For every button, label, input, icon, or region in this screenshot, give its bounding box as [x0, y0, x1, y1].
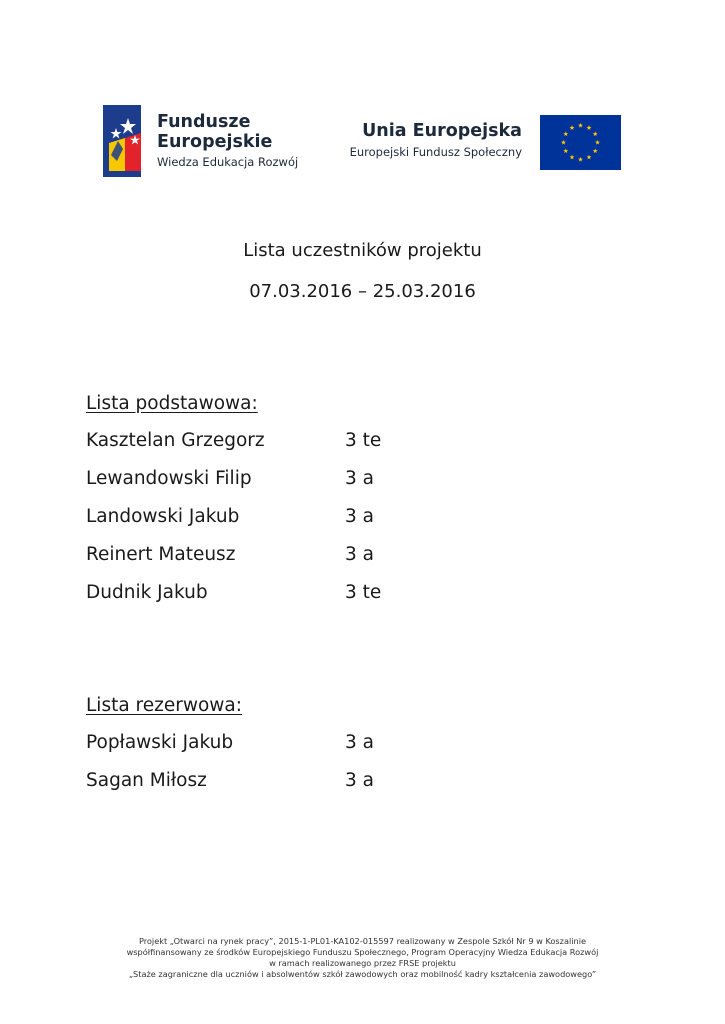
participant-class: 3 a — [345, 468, 374, 489]
participant-name: Sagan Miłosz — [86, 770, 207, 791]
reserve-list — [86, 693, 486, 795]
list-item — [86, 719, 486, 757]
participant-class: 3 a — [345, 770, 374, 791]
participant-name: Reinert Mateusz — [86, 544, 236, 565]
main-list-heading: Lista podstawowa: — [86, 393, 258, 414]
ue-subtitle: Europejski Fundusz Społeczny — [349, 145, 522, 159]
main-list — [86, 391, 486, 607]
footer-line: Projekt „Otwarci na rynek pracy”, 2015-1-PL01-KA102-015597 realizowany w Zespole Szkół Nr 9 w Koszalinie — [138, 936, 587, 946]
participant-name: Popławski Jakub — [86, 732, 234, 753]
participant-name: Kasztelan Grzegorz — [86, 430, 265, 451]
list-item — [86, 531, 486, 569]
list-item — [86, 455, 486, 493]
list-item — [86, 569, 486, 607]
participant-class: 3 a — [345, 544, 374, 565]
reserve-list-heading: Lista rezerwowa: — [86, 695, 242, 716]
fundusze-europejskie-logo — [100, 100, 340, 182]
eu-flag-icon — [540, 115, 621, 170]
ue-title: Unia Europejska — [362, 121, 522, 141]
participant-name: Landowski Jakub — [86, 506, 240, 527]
participant-class: 3 te — [345, 430, 382, 451]
fe-logo-line2: Europejskie — [157, 132, 273, 152]
document-date-range: 07.03.2016 – 25.03.2016 — [249, 281, 476, 302]
participant-class: 3 a — [345, 732, 374, 753]
fundusze-europejskie-text — [157, 112, 298, 171]
footer-line: „Staże zagraniczne dla uczniów i absolwentów szkół zawodowych oraz mobilność kadry kształcenia zawodowego” — [128, 969, 597, 979]
fe-logo-subtitle: Wiedza Edukacja Rozwój — [157, 155, 299, 169]
list-item — [86, 757, 486, 795]
document-title: Lista uczestników projektu — [243, 240, 482, 261]
participant-class: 3 te — [345, 582, 382, 603]
fundusze-europejskie-mark-icon — [103, 105, 149, 177]
list-item — [86, 493, 486, 531]
participant-name: Dudnik Jakub — [86, 582, 208, 603]
unia-europejska-text — [350, 120, 522, 162]
footer-line: współfinansowany ze środków Europejskiego Funduszu Społecznego, Program Operacyjny Wiedza Edukacja Rozwój — [126, 947, 599, 957]
list-item — [86, 417, 486, 455]
participant-class: 3 a — [345, 506, 374, 527]
footer — [0, 936, 725, 980]
footer-line: w ramach realizowanego przez FRSE projektu — [269, 958, 456, 968]
participant-name: Lewandowski Filip — [86, 468, 252, 489]
fe-logo-line1: Fundusze — [157, 112, 251, 132]
